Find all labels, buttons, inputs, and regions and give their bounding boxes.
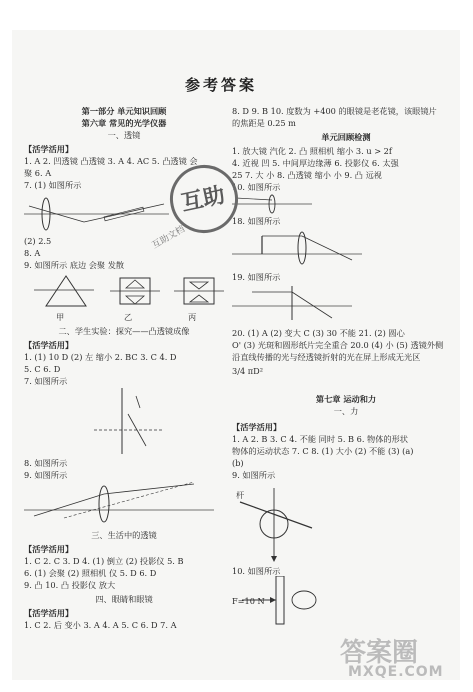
answer-line: 物体的运动状态 7. C 8. (1) 大小 (2) 不能 (3) (a) <box>232 446 414 456</box>
answer-line: 聚 6. A <box>24 168 52 178</box>
answer-line: (b) <box>232 458 244 468</box>
answer-line: (2) 2.5 <box>24 236 52 246</box>
answer-line: 9. 如图所示 <box>24 470 68 480</box>
mirror-diagram <box>94 386 164 456</box>
section-heading: 单元回顾检测 <box>321 132 371 142</box>
section-heading: 一、透镜 <box>107 130 141 140</box>
answer-line: 9. 凸 10. 凸 投影仪 放大 <box>24 580 116 590</box>
answer-line: 的焦距是 0.25 m <box>232 118 296 128</box>
diagram-label: 杆 <box>236 490 245 500</box>
lens-diagram-4 <box>232 226 362 266</box>
answer-line: 18. 如图所示 <box>232 216 281 226</box>
chapter-heading: 第七章 运动和力 <box>315 394 377 404</box>
answer-line: 8. A <box>24 248 41 258</box>
chapter-heading: 第六章 常见的光学仪器 <box>81 118 167 128</box>
answer-line: 7. (1) 如图所示 <box>24 180 82 190</box>
watermark-url: MXQE.COM <box>348 664 444 680</box>
stamp-text: 互助 <box>179 182 228 217</box>
section-heading: 二、学生实验：探究——凸透镜成像 <box>58 326 190 336</box>
answer-line: 6. (1) 会聚 (2) 照相机 仪 5. D 6. D <box>24 568 157 578</box>
answer-line: 1. A 2. B 3. C 4. 不能 同时 5. B 6. 物体的形状 <box>232 434 408 444</box>
answer-line: 20. (1) A (2) 变大 C (3) 30 不能 21. (2) 圆心 <box>232 328 405 338</box>
section-tag: 【活学活用】 <box>24 144 74 154</box>
answer-line: 8. 如图所示 <box>24 458 68 468</box>
lens-diagram-5 <box>232 282 352 322</box>
page-title: 参考答案 <box>185 76 258 94</box>
answer-line: 1. C 2. 后 变小 3. A 4. A 5. C 6. D 7. A <box>24 620 177 630</box>
section-tag: 【活学活用】 <box>232 422 282 432</box>
part-heading: 第一部分 单元知识回顾 <box>81 106 167 116</box>
force-label: F=10 N <box>232 596 265 606</box>
answer-line: 9. 如图所示 底边 会聚 发散 <box>24 260 125 270</box>
answer-line: 沿直线传播的光与经透镜折射的光在屏上形成无光区 <box>232 352 421 362</box>
section-heading: 三、生活中的透镜 <box>91 530 157 540</box>
answer-line: 1. (1) 10 D (2) 左 缩小 2. BC 3. C 4. D <box>24 352 177 362</box>
watermark-logo: 答案圈 <box>340 638 419 668</box>
section-tag: 【活学活用】 <box>24 608 74 618</box>
answer-line: O' (3) 光斑和圆形纸片完全重合 20.0 (4) 小 (5) 透镜外侧 <box>232 340 444 350</box>
answer-line: 10. 如图所示 <box>232 182 281 192</box>
answer-line: 5. C 6. D <box>24 364 61 374</box>
answer-line: 7. 如图所示 <box>24 376 68 386</box>
stamp-subtext: 互助文档 <box>150 224 187 252</box>
figure-label: 甲 <box>56 312 65 322</box>
answer-line: 3/4 πD² <box>232 366 264 376</box>
answer-line: 10. 如图所示 <box>232 566 281 576</box>
answer-line: 1. C 2. C 3. D 4. (1) 倒立 (2) 投影仪 5. B <box>24 556 184 566</box>
section-tag: 【活学活用】 <box>24 544 74 554</box>
answer-line: 1. 放大镜 汽化 2. 凸 照相机 缩小 3. u > 2f <box>232 146 392 156</box>
answer-line: 4. 近视 凹 5. 中间厚边缘薄 6. 投影仪 6. 太强 <box>232 158 399 168</box>
lens-diagram-2 <box>24 480 214 524</box>
answer-line: 8. D 9. B 10. 度数为 +400 的眼镜是老花镜，该眼镜片 <box>232 106 437 116</box>
lens-diagram-3 <box>232 194 312 214</box>
figure-label: 乙 <box>124 312 133 322</box>
section-heading: 四、眼睛和眼镜 <box>95 594 153 604</box>
section-heading: 一、力 <box>333 406 359 416</box>
figure-label: 丙 <box>188 312 197 322</box>
force-diagram-1 <box>232 480 322 564</box>
answer-line: 9. 如图所示 <box>232 470 276 480</box>
answer-line: 25 7. 大 小 8. 凸透镜 缩小 小 9. 凸 远视 <box>232 170 382 180</box>
lens-diagram-1 <box>24 192 174 232</box>
prism-diagrams <box>34 274 224 310</box>
section-tag: 【活学活用】 <box>24 340 74 350</box>
answer-line: 19. 如图所示 <box>232 272 281 282</box>
answer-line: 1. A 2. 凹透镜 凸透镜 3. A 4. AC 5. 凸透镜 会 <box>24 156 198 166</box>
